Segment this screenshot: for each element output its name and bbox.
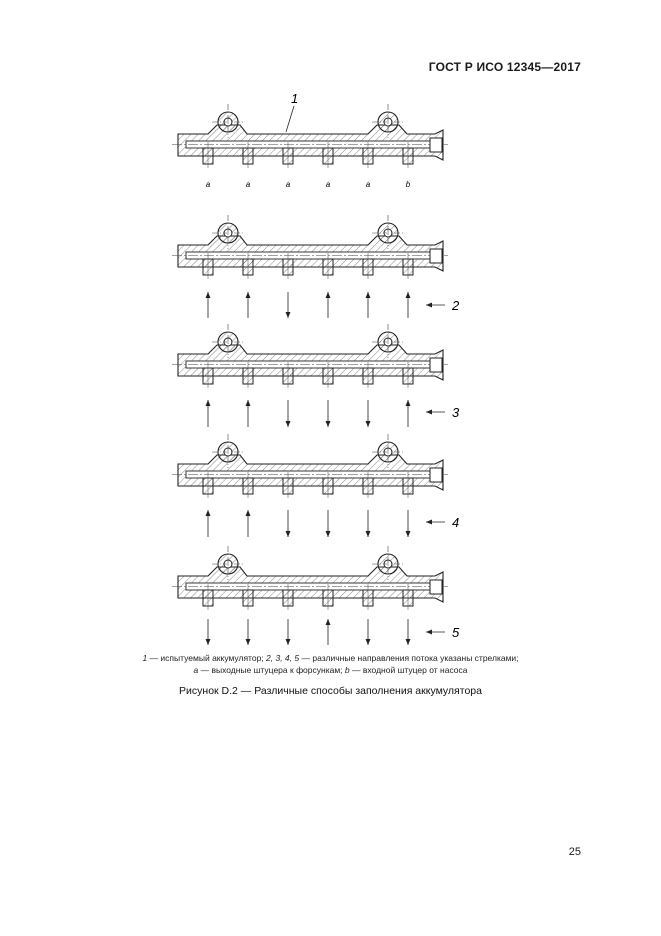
port-label: a bbox=[325, 180, 331, 189]
flow-arrow-up bbox=[206, 400, 211, 427]
label-5 bbox=[426, 625, 460, 640]
flow-arrow-down bbox=[286, 510, 291, 537]
flow-arrow-up bbox=[246, 400, 251, 427]
callout-1-label: 1 bbox=[291, 91, 299, 106]
legend-text: — входной штуцер от насоса bbox=[349, 665, 468, 675]
flow-arrow-down bbox=[286, 619, 291, 645]
flow-arrow-down bbox=[366, 510, 371, 537]
legend-letter: a bbox=[193, 665, 199, 675]
flow-arrow-down bbox=[406, 510, 411, 537]
document-standard-id: ГОСТ Р ИСО 12345—2017 bbox=[428, 60, 581, 74]
legend-item-nums: 2, 3, 4, 5 bbox=[266, 653, 300, 663]
label-4 bbox=[426, 515, 459, 530]
flow-arrow-down bbox=[326, 400, 331, 427]
flow-arrows-row-4 bbox=[206, 510, 411, 537]
port-label: a bbox=[285, 180, 291, 189]
callout-1 bbox=[286, 91, 298, 132]
port-label: a bbox=[365, 180, 371, 189]
flow-arrow-up bbox=[406, 400, 411, 427]
legend-text: — выходные штуцера к форсункам; bbox=[198, 665, 345, 675]
figure-caption: Рисунок D.2 — Различные способы заполнения аккумулятора bbox=[179, 685, 482, 697]
flow-arrow-down bbox=[246, 619, 251, 645]
port-labels bbox=[206, 180, 411, 189]
flow-arrow-up bbox=[206, 510, 211, 537]
flow-arrow-up bbox=[326, 292, 331, 318]
flow-arrows-row-3 bbox=[206, 400, 411, 427]
flow-arrow-up bbox=[206, 292, 211, 318]
flow-arrow-up bbox=[366, 292, 371, 318]
accumulator-rail-3 bbox=[172, 324, 448, 388]
flow-arrows-row-2 bbox=[206, 292, 411, 318]
legend-item-num: 1 bbox=[142, 653, 148, 663]
figure-legend bbox=[0, 652, 661, 676]
legend-text: — различные направления потока указаны стрелками; bbox=[299, 653, 519, 663]
flow-arrow-down bbox=[206, 619, 211, 645]
row-3-label: 3 bbox=[452, 405, 460, 420]
flow-arrow-up bbox=[406, 292, 411, 318]
port-label: a bbox=[245, 180, 251, 189]
port-label: a bbox=[205, 180, 211, 189]
flow-arrows-row-5 bbox=[206, 619, 411, 645]
legend-line-2 bbox=[0, 664, 661, 676]
flow-arrow-down bbox=[366, 619, 371, 645]
flow-arrow-down bbox=[286, 400, 291, 427]
flow-arrow-up bbox=[246, 510, 251, 537]
row-4-label: 4 bbox=[452, 515, 460, 530]
flow-arrow-down bbox=[286, 292, 291, 318]
flow-arrow-up bbox=[246, 292, 251, 318]
flow-arrow-up bbox=[326, 619, 331, 645]
accumulator-rail-1 bbox=[172, 104, 448, 168]
page-number: 25 bbox=[568, 846, 581, 858]
flow-arrow-down bbox=[326, 510, 331, 537]
legend-letter: b bbox=[344, 665, 350, 675]
accumulator-rail-2 bbox=[172, 215, 448, 279]
port-label: b bbox=[405, 180, 411, 189]
flow-arrow-down bbox=[406, 619, 411, 645]
legend-text: — испытуемый аккумулятор; bbox=[147, 653, 267, 663]
accumulator-rail-4 bbox=[172, 434, 448, 498]
row-5-label: 5 bbox=[452, 625, 460, 640]
legend-line-1 bbox=[0, 652, 661, 664]
label-3 bbox=[426, 405, 460, 420]
accumulator-rail-5 bbox=[172, 546, 448, 610]
row-2-label: 2 bbox=[452, 298, 460, 313]
label-2 bbox=[426, 298, 460, 313]
flow-arrow-down bbox=[366, 400, 371, 427]
